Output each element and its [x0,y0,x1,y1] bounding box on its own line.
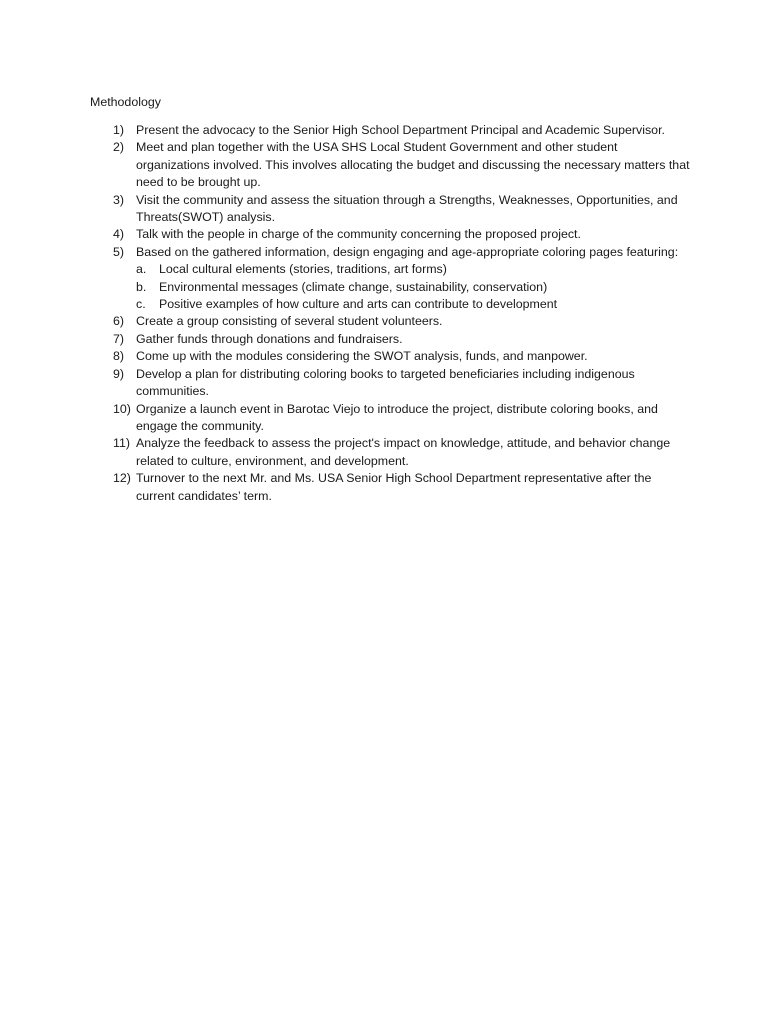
sub-list-item [136,296,690,313]
list-item-number: 11) [113,436,130,451]
methodology-list [90,122,690,505]
sub-list-item-text: Positive examples of how culture and arts can contribute to development [159,297,558,312]
list-item [90,244,690,314]
sub-list-item [136,261,690,278]
list-item [90,122,690,139]
list-item-text: Analyze the feedback to assess the project's impact on knowledge, attitude, and behavior change related to culture, environment, and development. [136,436,671,468]
list-item-number: 7) [113,331,125,346]
sub-list-item-letter: c. [136,297,146,312]
sub-list-item-letter: b. [136,279,147,294]
list-item-text: Create a group consisting of several student volunteers. [136,314,443,329]
list-item-number: 4) [113,227,125,242]
list-item-number: 2) [113,140,125,155]
list-item [90,348,690,365]
list-item-text: Based on the gathered information, design engaging and age-appropriate coloring pages featuring: [136,244,679,259]
list-item [90,139,690,191]
sub-list [136,261,690,313]
list-item-text: Come up with the modules considering the SWOT analysis, funds, and manpower. [136,349,588,364]
list-item-text: Organize a launch event in Barotac Viejo to introduce the project, distribute coloring books, and engage the community. [136,401,658,433]
sub-list-item [136,279,690,296]
list-item-text: Turnover to the next Mr. and Ms. USA Senior High School Department representative after the current candidates’ term. [136,471,652,503]
list-item [90,435,690,470]
sub-list-item-letter: a. [136,262,147,277]
list-item-body [135,244,690,314]
list-item-text: Develop a plan for distributing coloring books to targeted beneficiaries including indigenous communities. [136,366,635,399]
list-item [90,192,690,227]
list-item-number: 8) [113,349,125,364]
list-item-number: 10) [113,401,131,416]
list-item-number: 9) [113,366,125,381]
list-item-number: 5) [113,244,125,259]
list-item [90,366,690,401]
list-item [90,331,690,348]
list-item-text: Gather funds through donations and fundraisers. [136,331,403,346]
sub-list-item-text: Environmental messages (climate change, sustainability, conservation) [159,279,548,294]
list-item-number: 12) [113,471,131,486]
list-item-number: 6) [113,314,125,329]
list-item-text: Present the advocacy to the Senior High School Department Principal and Academic Supervisor. [136,123,665,137]
sub-list-item-text: Local cultural elements (stories, traditions, art forms) [159,262,447,277]
list-item-text: Talk with the people in charge of the community concerning the proposed project. [136,227,581,242]
list-item-text: Meet and plan together with the USA SHS Local Student Government and other student organizations involved. This involves allocating the budget and discussing the necessary matters that need to be brought up. [136,140,690,190]
list-item [90,313,690,330]
list-item [90,226,690,243]
list-item [90,401,690,436]
section-heading: Methodology [90,95,161,109]
list-item-number: 3) [113,192,125,207]
list-item-text: Visit the community and assess the situation through a Strengths, Weaknesses, Opportunities, and Threats(SWOT) analysis. [136,192,678,225]
list-item [90,470,690,505]
list-item-number: 1) [113,123,125,137]
